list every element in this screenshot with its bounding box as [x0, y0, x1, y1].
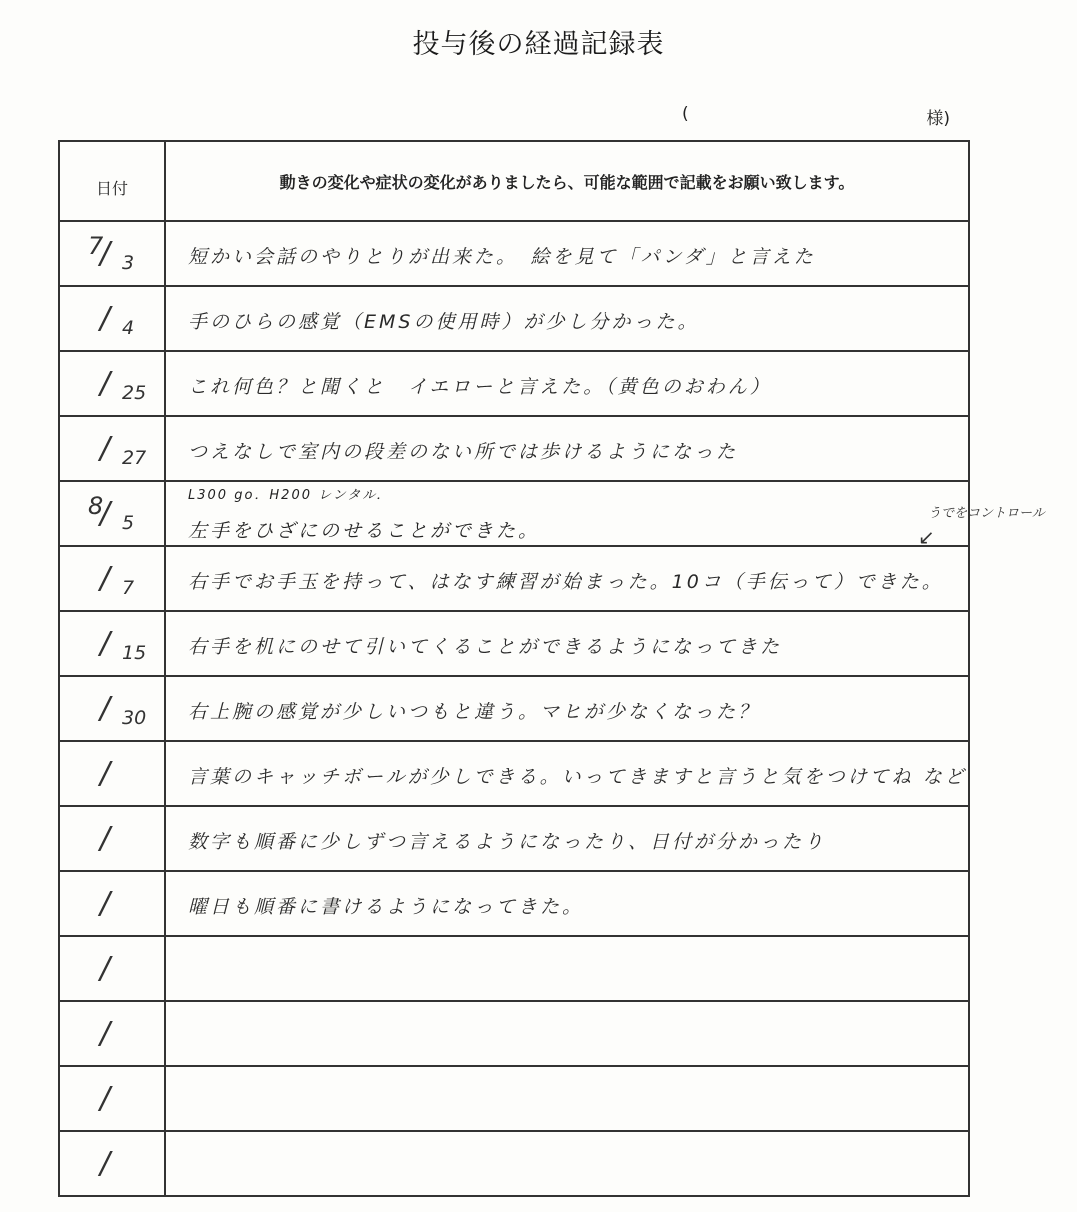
- date-day: 7: [122, 577, 135, 599]
- date-slash: /: [100, 626, 111, 661]
- row-note: 右手でお手玉を持って、はなす練習が始まった。10コ（手伝って）できた。: [188, 571, 944, 593]
- row-note: 曜日も順番に書けるようになってきた。: [188, 896, 585, 918]
- date-slash: /: [100, 366, 111, 401]
- row-note: 数字も順番に少しずつ言えるようになったり、日付が分かったり: [188, 831, 827, 853]
- row-note: 手のひらの感覚（EMSの使用時）が少し分かった。: [188, 311, 700, 333]
- note-cell: [165, 351, 969, 416]
- date-column-header: 日付: [59, 141, 165, 221]
- note-cell: [165, 221, 969, 286]
- date-slash: /: [100, 301, 111, 336]
- date-day: 3: [122, 252, 135, 274]
- row-note: 言葉のキャッチボールが少しできる。いってきますと言うと気をつけてね など: [188, 766, 967, 788]
- date-month: 8: [88, 492, 104, 520]
- date-slash: /: [100, 236, 111, 271]
- date-cell: [59, 221, 165, 286]
- note-cell: [165, 481, 969, 546]
- table-row: [59, 416, 969, 481]
- note-cell: [165, 871, 969, 936]
- page-title: 投与後の経過記録表: [412, 29, 665, 60]
- date-cell: [59, 416, 165, 481]
- row-note: つえなしで室内の段差のない所では歩けるようになった: [188, 441, 739, 463]
- date-cell: [59, 1131, 165, 1196]
- date-slash: /: [100, 1081, 111, 1116]
- table-row: [59, 546, 969, 611]
- date-cell: [59, 1001, 165, 1066]
- table-row: [59, 611, 969, 676]
- note-cell: [165, 286, 969, 351]
- arrow-annotation-icon: ↙: [918, 525, 935, 549]
- date-cell: [59, 286, 165, 351]
- row-note: 右上腕の感覚が少しいつもと違う。マヒが少なくなった？: [188, 701, 761, 723]
- note-cell: [165, 611, 969, 676]
- table-row: [59, 481, 969, 546]
- date-day: 15: [122, 642, 147, 664]
- date-cell: [59, 481, 165, 546]
- table-row: [59, 351, 969, 416]
- date-month: 7: [88, 232, 104, 260]
- note-cell: [165, 806, 969, 871]
- date-cell: [59, 1066, 165, 1131]
- table-row: [59, 936, 969, 1001]
- date-slash: /: [100, 431, 111, 466]
- content-column-header: 動きの変化や症状の変化がありましたら、可能な範囲で記載をお願い致します。: [165, 141, 969, 221]
- date-day: 4: [122, 317, 135, 339]
- progress-record-table: [58, 140, 970, 1197]
- date-day: 27: [122, 447, 147, 469]
- note-cell: [165, 676, 969, 741]
- note-cell: [165, 1066, 969, 1131]
- table-row: [59, 1001, 969, 1066]
- date-slash: /: [100, 821, 111, 856]
- table-row: [59, 676, 969, 741]
- date-cell: [59, 611, 165, 676]
- table-row: [59, 741, 969, 806]
- date-day: 30: [122, 707, 147, 729]
- table-row: [59, 1066, 969, 1131]
- row-note: 右手を机にのせて引いてくることができるようになってきた: [188, 636, 783, 658]
- row-note: これ何色？と聞くと イエローと言えた。（黄色のおわん）: [188, 376, 772, 398]
- date-slash: /: [100, 951, 111, 986]
- patient-name-field: [682, 104, 950, 129]
- note-cell: [165, 546, 969, 611]
- date-slash: /: [100, 1016, 111, 1051]
- date-cell: [59, 871, 165, 936]
- table-row: [59, 1131, 969, 1196]
- date-slash: /: [100, 756, 111, 791]
- date-cell: [59, 351, 165, 416]
- date-slash: /: [100, 691, 111, 726]
- margin-annotation: うでをコントロール: [928, 506, 1045, 521]
- note-cell: [165, 1131, 969, 1196]
- note-cell: [165, 416, 969, 481]
- date-slash: /: [100, 1146, 111, 1181]
- date-cell: [59, 676, 165, 741]
- row-subnote: L300 go．H200 レンタル．: [188, 488, 392, 503]
- table-row: [59, 871, 969, 936]
- table-row: [59, 221, 969, 286]
- note-cell: [165, 936, 969, 1001]
- row-note: 左手をひざにのせることができた。: [188, 520, 541, 542]
- date-slash: /: [100, 886, 111, 921]
- date-day: 25: [122, 382, 147, 404]
- row-note: 短かい会話のやりとりが出来た。 絵を見て「パンダ」と言えた: [188, 246, 816, 268]
- date-day: 5: [122, 512, 135, 534]
- date-cell: [59, 936, 165, 1001]
- patient-suffix: 様): [926, 109, 950, 129]
- date-cell: [59, 546, 165, 611]
- note-cell: [165, 741, 969, 806]
- table-row: [59, 286, 969, 351]
- date-cell: [59, 741, 165, 806]
- date-cell: [59, 806, 165, 871]
- date-slash: /: [100, 561, 111, 596]
- table-row: [59, 806, 969, 871]
- date-slash: /: [100, 496, 111, 531]
- patient-open-paren: (: [682, 104, 689, 124]
- note-cell: [165, 1001, 969, 1066]
- header-row: [59, 141, 969, 221]
